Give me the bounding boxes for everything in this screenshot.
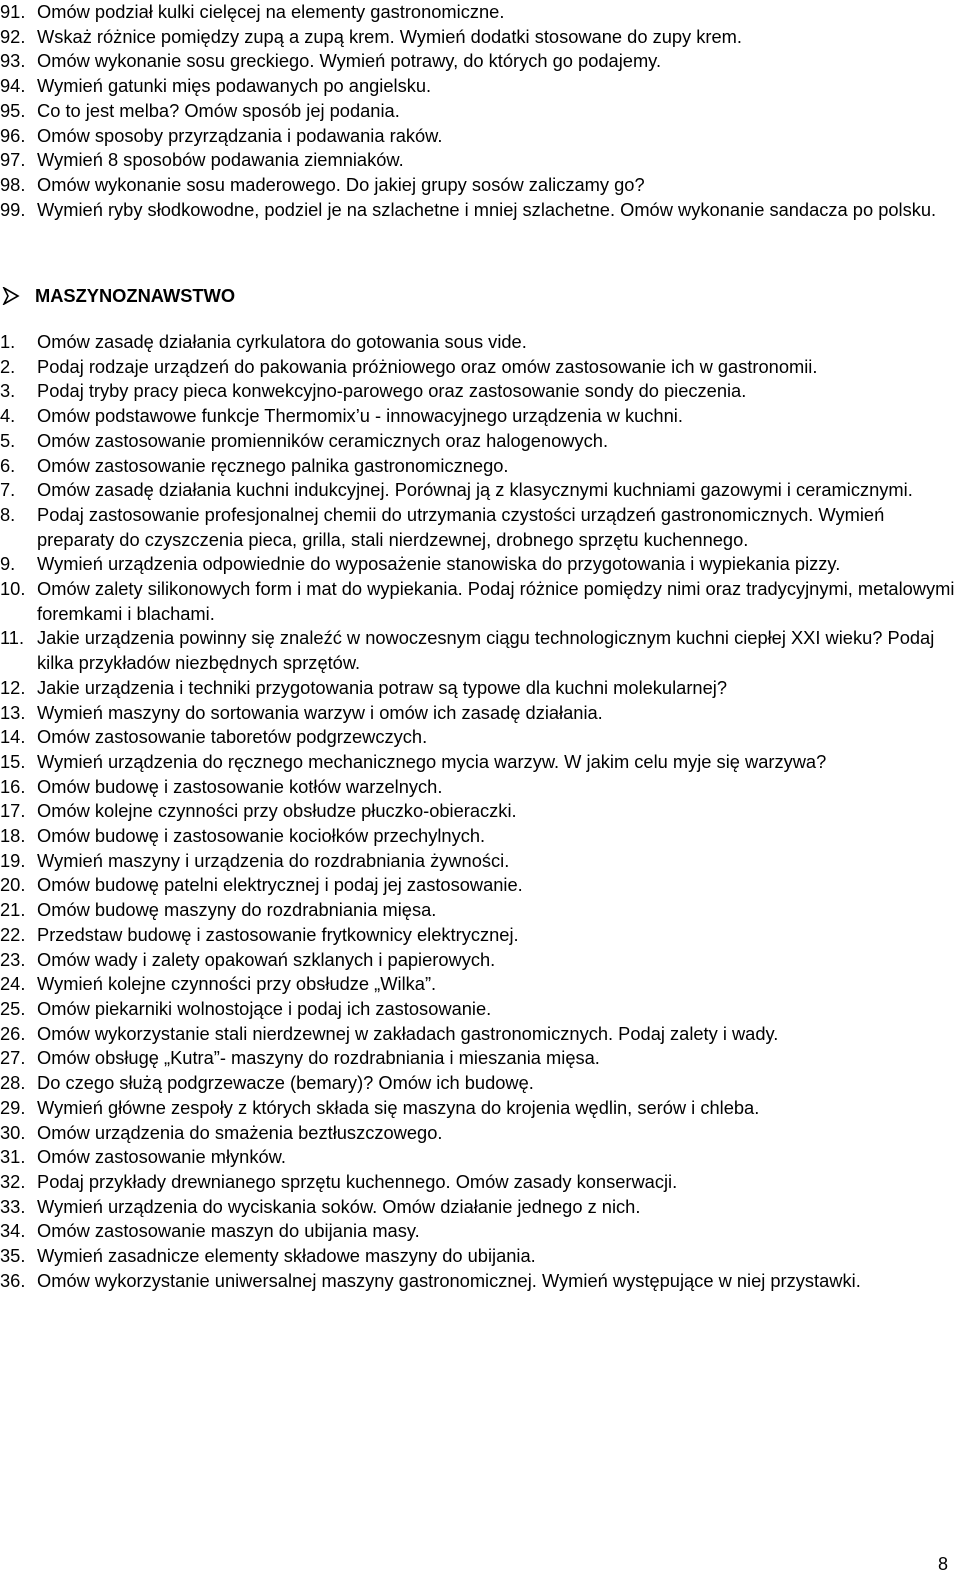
question-number: 98. (0, 173, 26, 195)
question-item (0, 124, 960, 149)
question-number: 12. (0, 676, 26, 698)
question-item (0, 725, 960, 750)
question-number: 11. (0, 627, 25, 649)
question-text: Omów urządzenia do smażenia beztłuszczowego. (37, 1121, 443, 1143)
question-text: Omów podział kulki cielęcej na elementy gastronomiczne. (37, 1, 505, 22)
question-item (0, 198, 960, 223)
question-text: Wymień główne zespoły z których składa się maszyna do krojenia wędlin, serów i chleba. (37, 1096, 760, 1118)
question-number: 23. (0, 948, 26, 970)
question-number: 13. (0, 701, 26, 723)
question-number: 1. (0, 331, 16, 352)
question-number: 8. (0, 503, 16, 525)
question-text: Omów obsługę „Kutra”- maszyny do rozdrabniania i mieszania mięsa. (37, 1047, 600, 1069)
question-number: 17. (0, 800, 26, 822)
question-item (0, 454, 960, 479)
question-number: 28. (0, 1072, 26, 1094)
question-item (0, 577, 960, 626)
question-item (0, 997, 960, 1022)
question-text: Wymień ryby słodkowodne, podziel je na szlachetne i mniej szlachetne. Omów wykonanie sandacza po polsku. (37, 198, 937, 220)
question-number: 31. (0, 1146, 26, 1168)
question-item (0, 429, 960, 454)
question-number: 3. (0, 380, 16, 402)
question-number: 26. (0, 1022, 26, 1044)
question-item (0, 750, 960, 775)
question-number: 16. (0, 775, 26, 797)
question-item (0, 799, 960, 824)
question-text: Omów budowę patelni elektrycznej i podaj jej zastosowanie. (37, 874, 523, 896)
question-number: 95. (0, 99, 26, 121)
question-item (0, 1195, 960, 1220)
question-item (0, 1096, 960, 1121)
question-number: 91. (0, 1, 26, 22)
question-item (0, 503, 960, 552)
question-number: 34. (0, 1220, 26, 1242)
question-text: Wymień maszyny do sortowania warzyw i omów ich zasadę działania. (37, 701, 603, 723)
question-text: Omów podstawowe funkcje Thermomix’u - innowacyjnego urządzenia w kuchni. (37, 405, 683, 427)
question-item (0, 1219, 960, 1244)
question-number: 92. (0, 25, 26, 47)
question-text: Omów zastosowanie taboretów podgrzewczych. (37, 726, 428, 748)
question-item (0, 775, 960, 800)
question-item (0, 873, 960, 898)
question-item (0, 49, 960, 74)
question-number: 36. (0, 1269, 26, 1291)
question-number: 35. (0, 1245, 26, 1267)
question-text: Wymień maszyny i urządzenia do rozdrabniania żywności. (37, 849, 510, 871)
question-text: Omów zalety silikonowych form i mat do wypiekania. Podaj różnice pomiędzy nimi oraz tradycyjnymi, metalowymi foremkami i blachami. (37, 578, 955, 624)
question-item (0, 676, 960, 701)
question-number: 97. (0, 149, 26, 171)
question-item (0, 1071, 960, 1096)
question-text: Wymień zasadnicze elementy składowe maszyny do ubijania. (37, 1245, 536, 1267)
question-text: Omów wykonanie sosu maderowego. Do jakiej grupy sosów zaliczamy go? (37, 173, 645, 195)
question-number: 29. (0, 1096, 26, 1118)
question-text: Omów zastosowanie ręcznego palnika gastronomicznego. (37, 454, 509, 476)
question-number: 10. (0, 578, 26, 600)
question-item (0, 972, 960, 997)
question-number: 30. (0, 1121, 26, 1143)
question-text: Omów wykorzystanie uniwersalnej maszyny gastronomicznej. Wymień występujące w niej przystawki. (37, 1269, 861, 1291)
question-number: 18. (0, 825, 26, 847)
question-text: Wymień urządzenia do ręcznego mechanicznego mycia warzyw. W jakim celu myje się warzywa? (37, 750, 827, 772)
question-number: 4. (0, 405, 16, 427)
question-text: Wymień urządzenia do wyciskania soków. Omów działanie jednego z nich. (37, 1195, 641, 1217)
question-number: 96. (0, 124, 26, 146)
question-item (0, 1170, 960, 1195)
previous-question-list (0, 0, 960, 222)
question-text: Wymień kolejne czynności przy obsłudze „Wilka”. (37, 973, 437, 995)
question-item (0, 74, 960, 99)
question-number: 7. (0, 479, 16, 501)
question-number: 6. (0, 454, 16, 476)
question-number: 33. (0, 1195, 26, 1217)
question-item (0, 0, 960, 25)
question-text: Omów zasadę działania kuchni indukcyjnej. Porównaj ją z klasycznymi kuchniami gazowymi i ceramicznymi. (37, 479, 913, 501)
question-text: Omów budowę i zastosowanie kociołków przechylnych. (37, 825, 486, 847)
question-item (0, 552, 960, 577)
question-item (0, 330, 960, 355)
question-item (0, 626, 960, 675)
question-text: Podaj tryby pracy pieca konwekcyjno-parowego oraz zastosowanie sondy do pieczenia. (37, 380, 747, 402)
question-text: Omów budowę i zastosowanie kotłów warzelnych. (37, 775, 443, 797)
question-number: 19. (0, 849, 26, 871)
question-item (0, 148, 960, 173)
question-item (0, 379, 960, 404)
question-text: Omów piekarniki wolnostojące i podaj ich zastosowanie. (37, 997, 492, 1019)
question-text: Jakie urządzenia powinny się znaleźć w nowoczesnym ciągu technologicznym kuchni ciepłej XXI wieku? Podaj kilka przykładów niezbędnych sprzętów. (37, 627, 935, 674)
question-item (0, 948, 960, 973)
question-item (0, 824, 960, 849)
page-number: 8 (937, 1554, 948, 1574)
question-text: Podaj zastosowanie profesjonalnej chemii do utrzymania czystości urządzeń gastronomicznych. Wymień preparaty do czyszczenia pieca, grilla, stali nierdzewnej, drobnego sprzętu kuchennego. (37, 503, 885, 550)
question-number: 32. (0, 1170, 26, 1192)
question-text: Omów wykorzystanie stali nierdzewnej w zakładach gastronomicznych. Podaj zalety i wady. (37, 1022, 779, 1044)
question-text: Omów wady i zalety opakowań szklanych i papierowych. (37, 948, 496, 970)
question-item (0, 1244, 960, 1269)
question-number: 93. (0, 50, 26, 72)
question-text: Podaj przykłady drewnianego sprzętu kuchennego. Omów zasady konserwacji. (37, 1170, 678, 1192)
section-heading (0, 282, 235, 310)
question-text: Wymień urządzenia odpowiednie do wyposażenie stanowiska do przygotowania i wypiekania pizzy. (37, 553, 841, 575)
question-text: Omów budowę maszyny do rozdrabniania mięsa. (37, 899, 437, 921)
question-item (0, 923, 960, 948)
question-number: 94. (0, 75, 26, 97)
question-text: Do czego służą podgrzewacze (bemary)? Omów ich budowę. (37, 1072, 534, 1094)
question-text: Jakie urządzenia i techniki przygotowania potraw są typowe dla kuchni molekularnej? (37, 676, 727, 698)
question-number: 22. (0, 923, 26, 945)
question-text: Omów zasadę działania cyrkulatora do gotowania sous vide. (37, 331, 527, 352)
question-number: 24. (0, 973, 26, 995)
arrowhead-bullet-icon (2, 287, 20, 305)
question-item (0, 1269, 960, 1294)
question-text: Omów zastosowanie promienników ceramicznych oraz halogenowych. (37, 429, 609, 451)
question-text: Wskaż różnice pomiędzy zupą a zupą krem. Wymień dodatki stosowane do zupy krem. (37, 25, 742, 47)
question-number: 27. (0, 1047, 26, 1069)
question-item (0, 701, 960, 726)
question-item (0, 404, 960, 429)
question-number: 21. (0, 899, 26, 921)
question-number: 99. (0, 198, 26, 220)
question-item (0, 99, 960, 124)
question-text: Omów zastosowanie młynków. (37, 1146, 286, 1168)
question-number: 2. (0, 355, 16, 377)
question-item (0, 173, 960, 198)
question-item (0, 1121, 960, 1146)
question-text: Wymień 8 sposobów podawania ziemniaków. (37, 149, 404, 171)
question-text: Podaj rodzaje urządzeń do pakowania próżniowego oraz omów zastosowanie ich w gastronomii. (37, 355, 818, 377)
question-item (0, 1145, 960, 1170)
question-item (0, 355, 960, 380)
question-text: Przedstaw budowę i zastosowanie frytkownicy elektrycznej. (37, 923, 519, 945)
question-text: Co to jest melba? Omów sposób jej podania. (37, 99, 400, 121)
question-number: 5. (0, 429, 16, 451)
question-number: 20. (0, 874, 26, 896)
question-number: 9. (0, 553, 16, 575)
question-item (0, 898, 960, 923)
question-number: 14. (0, 726, 26, 748)
question-text: Wymień gatunki mięs podawanych po angielsku. (37, 75, 432, 97)
question-item (0, 1022, 960, 1047)
machinery-question-list (0, 330, 960, 1293)
question-item (0, 25, 960, 50)
question-text: Omów wykonanie sosu greckiego. Wymień potrawy, do których go podajemy. (37, 50, 662, 72)
question-item (0, 1046, 960, 1071)
question-item (0, 478, 960, 503)
question-text: Omów zastosowanie maszyn do ubijania masy. (37, 1220, 420, 1242)
question-item (0, 849, 960, 874)
section-title: MASZYNOZNAWSTWO (35, 285, 236, 306)
question-text: Omów sposoby przyrządzania i podawania raków. (37, 124, 443, 146)
question-text: Omów kolejne czynności przy obsłudze płuczko-obieraczki. (37, 800, 517, 822)
question-number: 25. (0, 997, 26, 1019)
question-number: 15. (0, 750, 26, 772)
